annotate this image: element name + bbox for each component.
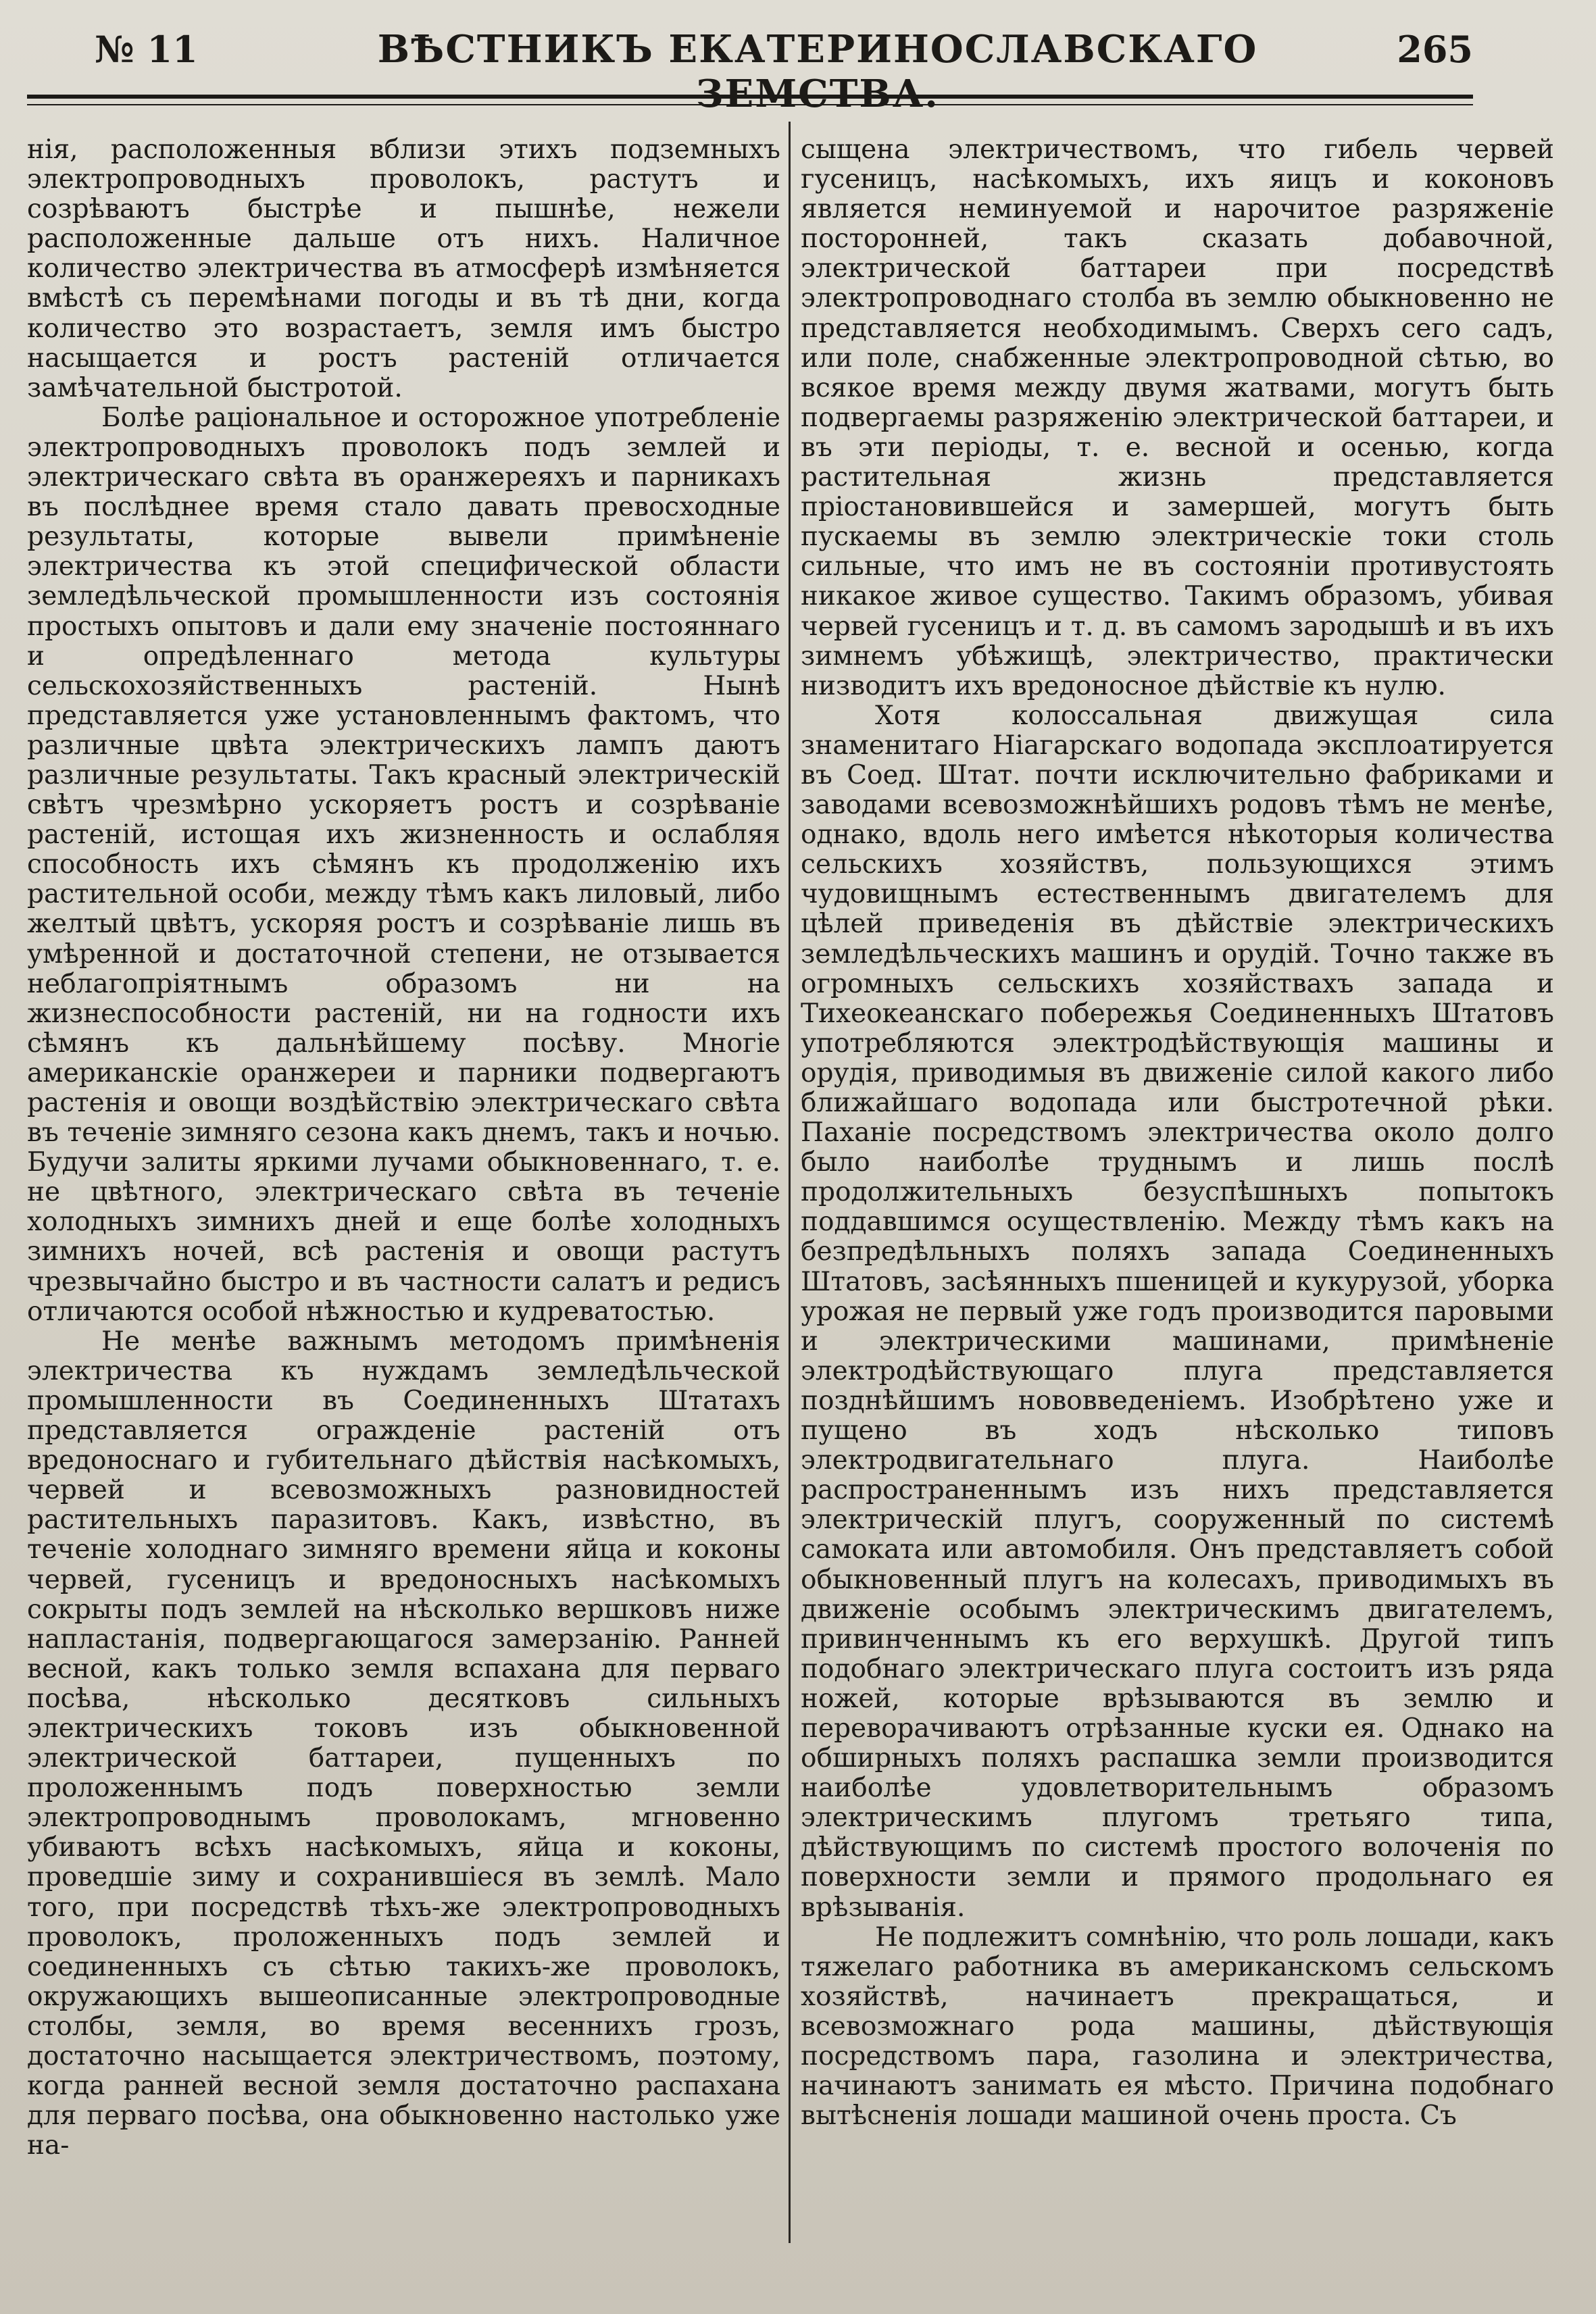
left-column (27, 135, 780, 2250)
paragraph: Не менѣе важнымъ методомъ примѣненія электричества къ нуждамъ земледѣльческой промышленности въ Соединенныхъ Штатахъ представляется огражденіе растеній отъ вредоноснаго и губительнаго дѣйствія насѣкомыхъ, червей и всевозможныхъ разновидностей растительныхъ паразитовъ. Какъ, извѣстно, въ теченіе холоднаго зимняго времени яйца и коконы червей, гусеницъ и вредоносныхъ насѣкомыхъ сокрыты подъ землей на нѣсколько вершковъ ниже напластанія, подвергающагося замерзанію. Ранней весной, какъ только земля вспахана для перваго посѣва, нѣсколько десятковъ сильныхъ электрическихъ токовъ изъ обыкновенной электрической баттареи, пущенныхъ по проложеннымъ подъ поверхностью земли электропроводнымъ проволокамъ, мгновенно убиваютъ всѣхъ насѣкомыхъ, яйца и коконы, проведшіе зиму и сохранившіеся въ землѣ. Мало того, при посредствѣ тѣхъ-же электропроводныхъ проволокъ, проложенныхъ подъ землей и соединенныхъ съ сѣтью такихъ-же проволокъ, окружающихъ вышеописанные электропроводные столбы, земля, во время весеннихъ грозъ, достаточно насыщается электричествомъ, поэтому, когда ранней весной земля достаточно распахана для перваго посѣва, она обыкновенно настолько уже на- (27, 1326, 780, 2161)
column-divider (789, 122, 791, 2243)
paragraph: Не подлежитъ сомнѣнію, что роль лошади, какъ тяжелаго работника въ американскомъ сельскомъ хозяйствѣ, начинаетъ прекращаться, и всевозможнаго рода машины, дѣйствующія посредствомъ пара, газолина и электричества, начинаютъ занимать ея мѣсто. Причина подобнаго вытѣсненія лошади машиной очень проста. Съ (801, 1921, 1554, 2132)
paragraph: Болѣе раціональное и осторожное употребленіе электропроводныхъ проволокъ подъ землей и электрическаго свѣта въ оранжереяхъ и парникахъ въ послѣднее время стало давать превосходные результаты, которые вывели примѣненіе электричества къ этой специфической области земледѣльческой промышленности изъ состоянія простыхъ опытовъ и дали ему значеніе постояннаго и опредѣленнаго метода культуры сельскохозяйственныхъ растеній. Нынѣ представляется уже установленнымъ фактомъ, что различные цвѣта электрическихъ лампъ даютъ различные результаты. Такъ красный электрическій свѣтъ чрезмѣрно ускоряетъ ростъ и созрѣваніе растеній, истощая ихъ жизненность и ослабляя способность ихъ сѣмянъ къ продолженію ихъ растительной особи, между тѣмъ какъ лиловый, либо желтый цвѣтъ, ускоряя ростъ и созрѣваніе лишь въ умѣренной и достаточной степени, не отзывается неблагопріятнымъ образомъ ни на жизнеспособности растеній, ни на годности ихъ сѣмянъ къ дальнѣйшему посѣву. Многіе американскіе оранжереи и парники подвергаютъ растенія и овощи воздѣйствію электрическаго свѣта въ теченіе зимняго сезона какъ днемъ, такъ и ночью. Будучи залиты яркими лучами обыкновеннаго, т. е. не цвѣтного, электрическаго свѣта въ теченіе холодныхъ зимнихъ дней и еще болѣе холодныхъ зимнихъ ночей, всѣ растенія и овощи растутъ чрезвычайно быстро и въ частности салатъ и редисъ отличаются особой нѣжностью и кудреватостью. (27, 402, 780, 1327)
right-column (801, 135, 1554, 2250)
page-number: 265 (1397, 28, 1473, 71)
issue-number: № 11 (95, 28, 198, 71)
journal-title: ВѢСТНИКЪ ЕКАТЕРИНОСЛАВСКАГО ЗЕМСТВА. (377, 27, 1258, 116)
page-header (95, 27, 1473, 116)
paragraph: сыщена электричествомъ, что гибель червей гусеницъ, насѣкомыхъ, ихъ яицъ и коконовъ является неминуемой и нарочитое разряженіе посторонней, такъ сказать добавочной, электрической баттареи при посредствѣ электропроводнаго столба въ землю обыкновенно не представляется необходимымъ. Сверхъ сего садъ, или поле, снабженные электропроводной сѣтью, во всякое время между двумя жатвами, могутъ быть подвергаемы разряженію электрической баттареи, и въ эти періоды, т. е. весной и осенью, когда растительная жизнь представляется пріостановившейся и замершей, могутъ быть пускаемы въ землю электрическіе токи столь сильные, что имъ не въ состояніи противустоять никакое живое существо. Такимъ образомъ, убивая червей гусеницъ и т. д. въ самомъ зародышѣ и въ ихъ зимнемъ убѣжищѣ, электричество, практически низводитъ ихъ вредоносное дѣйствіе къ нулю. (801, 135, 1554, 701)
header-rule (27, 95, 1473, 105)
paragraph: Хотя колоссальная движущая сила знаменитаго Ніагарскаго водопада эксплоатируется въ Соед. Штат. почти исключительно фабриками и заводами всевозможнѣйшихъ родовъ тѣмъ не менѣе, однако, вдоль него имѣется нѣкоторыя количества сельскихъ хозяйствъ, пользующихся этимъ чудовищнымъ естественнымъ двигателемъ для цѣлей приведенія въ дѣйствіе электрическихъ земледѣльческихъ машинъ и орудій. Точно также въ огромныхъ сельскихъ хозяйствахъ запада и Тихеокеанскаго побережья Соединенныхъ Штатовъ употребляются электродѣйствующія машины и орудія, приводимыя въ движеніе силой какого либо ближайшаго водопада или быстротечной рѣки. Паханіе посредствомъ электричества около долго было наиболѣе труднымъ и лишь послѣ продолжительныхъ безуспѣшныхъ попытокъ поддавшимся осуществленію. Между тѣмъ какъ на безпредѣльныхъ поляхъ запада Соединенныхъ Штатовъ, засѣянныхъ пшеницей и кукурузой, уборка урожая не первый уже годъ производится паровыми и электрическими машинами, примѣненіе электродѣйствующаго плуга представляется позднѣйшимъ нововведеніемъ. Изобрѣтено уже и пущено въ ходъ нѣсколько типовъ электродвигательнаго плуга. Наиболѣе распространеннымъ изъ нихъ представляется электрическій плугъ, сооруженный по системѣ самоката или автомобиля. Онъ представляетъ собой обыкновенный плугъ на колесахъ, приводимыхъ въ движеніе особымъ электрическимъ двигателемъ, привинченнымъ къ его верхушкѣ. Другой типъ подобнаго электрическаго плуга состоитъ изъ ряда ножей, которые врѣзываются въ землю и переворачиваютъ отрѣзанные куски ея. Однако на обширныхъ поляхъ распашка земли производится наиболѣе удовлетворительнымъ образомъ электрическимъ плугомъ третьяго типа, дѣйствующимъ по системѣ простого волоченія по поверхности земли и прямого продольнаго ея врѣзыванія. (801, 700, 1554, 1923)
paragraph: нія, расположенныя вблизи этихъ подземныхъ электропроводныхъ проволокъ, растутъ и созрѣваютъ быстрѣе и пышнѣе, нежели расположенные дальше отъ нихъ. Наличное количество электричества въ атмосферѣ измѣняется вмѣстѣ съ перемѣнами погоды и въ тѣ дни, когда количество это возрастаетъ, земля имъ быстро насыщается и ростъ растеній отличается замѣчательной быстротой. (27, 135, 780, 403)
